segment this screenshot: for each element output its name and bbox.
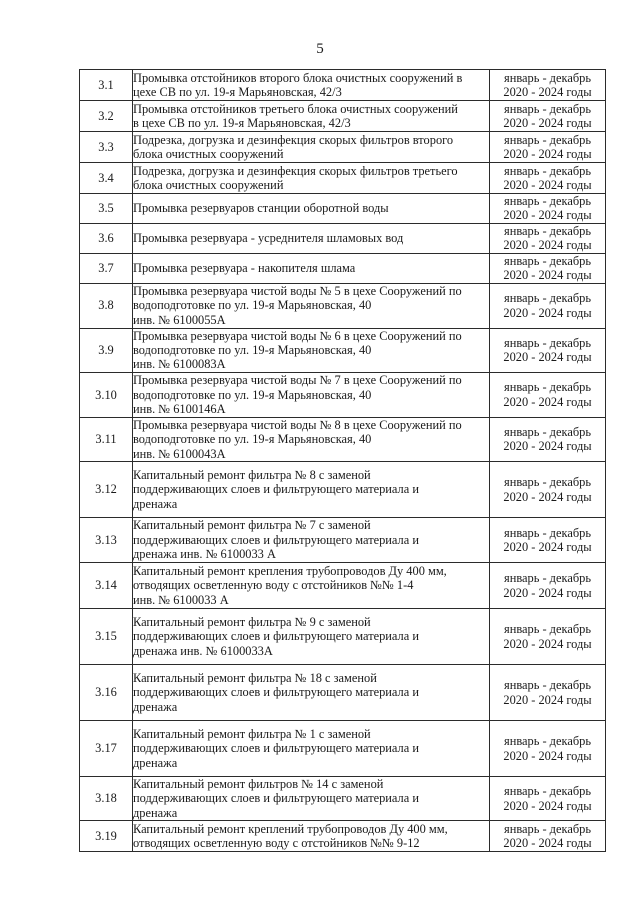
work-period [490,70,606,101]
item-number: 3.16 [80,665,133,721]
work-period [490,101,606,132]
work-period [490,563,606,609]
work-period [490,253,606,283]
description-line: дренажа инв. № 6100033А [133,643,273,658]
work-description [133,328,490,372]
period-months: январь - декабрь [504,70,591,85]
period-years: 2020 - 2024 годы [503,394,592,409]
period-months: январь - декабрь [504,678,591,693]
period-months: январь - декабрь [504,425,591,440]
period-months: январь - декабрь [504,734,591,749]
table-row [80,721,606,777]
description-line: инв. № 6100043А [133,446,226,461]
description-line: Промывка резервуара - накопителя шлама [133,260,356,275]
description-line: водоподготовке по ул. 19-я Марьяновская, 40 [133,432,372,447]
work-period [490,518,606,563]
work-period [490,462,606,518]
work-description [133,132,490,163]
description-line: Промывка резервуаров станции оборотной воды [133,201,389,216]
period-months: январь - декабрь [504,223,591,238]
work-period [490,665,606,721]
item-number: 3.10 [80,372,133,417]
item-number: 3.19 [80,821,133,852]
description-line: Промывка резервуара чистой воды № 5 в цехе Сооружений по [133,284,462,299]
description-line: поддерживающих слоев и фильтрующего материала и [133,791,419,806]
item-number: 3.15 [80,609,133,665]
description-line: Подрезка, догрузка и дезинфекция скорых фильтров третьего [133,163,458,178]
description-line: Капитальный ремонт крепления трубопроводов Ду 400 мм, [133,563,447,578]
description-line: Капитальный ремонт фильтра № 8 с заменой [133,467,371,482]
item-number: 3.5 [80,194,133,224]
item-number: 3.8 [80,283,133,328]
description-line: Промывка резервуара чистой воды № 6 в цехе Сооружений по [133,328,462,343]
table-row [80,518,606,563]
description-line: дренажа [133,805,178,820]
description-line: поддерживающих слоев и фильтрующего материала и [133,629,419,644]
period-months: январь - декабрь [504,101,591,116]
description-line: Промывка резервуара чистой воды № 8 в цехе Сооружений по [133,417,462,432]
work-period [490,777,606,821]
item-number: 3.3 [80,132,133,163]
table-row [80,253,606,283]
item-number: 3.4 [80,163,133,194]
table-row [80,821,606,852]
table-row [80,372,606,417]
description-line: водоподготовке по ул. 19-я Марьяновская, 40 [133,343,372,358]
work-period [490,223,606,253]
period-years: 2020 - 2024 годы [503,489,592,504]
period-years: 2020 - 2024 годы [503,208,592,223]
description-line: цехе СВ по ул. 19-я Марьяновская, 42/3 [133,85,342,99]
work-description [133,253,490,283]
description-line: Капитальный ремонт креплений трубопроводов Ду 400 мм, [133,821,448,836]
table-row [80,462,606,518]
item-number: 3.13 [80,518,133,563]
description-line: Капитальный ремонт фильтра № 9 с заменой [133,614,371,629]
work-period [490,283,606,328]
item-number: 3.18 [80,777,133,821]
work-description [133,163,490,194]
period-years: 2020 - 2024 годы [503,439,592,454]
description-line: водоподготовке по ул. 19-я Марьяновская, 40 [133,387,372,402]
table-row [80,563,606,609]
item-number: 3.12 [80,462,133,518]
description-line: дренажа [133,755,178,770]
item-number: 3.17 [80,721,133,777]
description-line: поддерживающих слоев и фильтрующего материала и [133,532,419,547]
description-line: Промывка отстойников второго блока очистных сооружений в [133,70,463,85]
work-plan-table [79,69,606,852]
description-line: отводящих осветленную воду с отстойников №№ 9-12 [133,836,420,851]
table-row [80,283,606,328]
work-period [490,821,606,852]
work-description [133,372,490,417]
period-years: 2020 - 2024 годы [503,238,592,253]
period-years: 2020 - 2024 годы [503,116,592,130]
description-line: Промывка резервуара - усреднителя шламовых вод [133,231,404,246]
period-months: январь - декабрь [504,525,591,540]
work-description [133,462,490,518]
period-years: 2020 - 2024 годы [503,540,592,555]
period-months: январь - декабрь [504,132,591,147]
period-months: январь - декабрь [504,163,591,178]
work-period [490,721,606,777]
description-line: Промывка отстойников третьего блока очистных сооружений [133,101,458,116]
period-months: январь - декабрь [504,380,591,395]
period-years: 2020 - 2024 годы [503,585,592,600]
description-line: блока очистных сооружений [133,147,284,161]
work-description [133,417,490,461]
description-line: дренажа [133,496,178,511]
work-description [133,721,490,777]
period-months: январь - декабрь [504,291,591,306]
page-number: 5 [316,41,324,57]
work-description [133,223,490,253]
period-years: 2020 - 2024 годы [503,85,592,99]
item-number: 3.9 [80,328,133,372]
table-row [80,101,606,132]
work-period [490,609,606,665]
period-years: 2020 - 2024 годы [503,147,592,161]
table-row [80,163,606,194]
period-years: 2020 - 2024 годы [503,748,592,763]
description-line: поддерживающих слоев и фильтрующего материала и [133,741,419,756]
period-years: 2020 - 2024 годы [503,692,592,707]
work-description [133,518,490,563]
table-row [80,328,606,372]
description-line: инв. № 6100033 А [133,592,229,607]
table-row [80,70,606,101]
item-number: 3.6 [80,223,133,253]
description-line: Капитальный ремонт фильтра № 7 с заменой [133,518,371,533]
item-number: 3.14 [80,563,133,609]
period-months: январь - декабрь [504,571,591,586]
period-years: 2020 - 2024 годы [503,350,592,365]
description-line: инв. № 6100083А [133,357,226,372]
description-line: блока очистных сооружений [133,178,284,192]
period-months: январь - декабрь [504,622,591,637]
work-description [133,101,490,132]
table-row [80,417,606,461]
work-description [133,609,490,665]
period-months: январь - декабрь [504,475,591,490]
table-row [80,777,606,821]
table-row [80,609,606,665]
work-period [490,194,606,224]
period-months: январь - декабрь [504,821,591,836]
description-line: поддерживающих слоев и фильтрующего материала и [133,482,419,497]
work-period [490,328,606,372]
work-period [490,132,606,163]
period-years: 2020 - 2024 годы [503,178,592,192]
period-years: 2020 - 2024 годы [503,268,592,283]
description-line: дренажа инв. № 6100033 А [133,547,276,562]
period-months: январь - декабрь [504,335,591,350]
work-description [133,821,490,852]
work-description [133,70,490,101]
period-months: январь - декабрь [504,784,591,799]
description-line: Промывка резервуара чистой воды № 7 в цехе Сооружений по [133,373,462,388]
table-row [80,665,606,721]
description-line: поддерживающих слоев и фильтрующего материала и [133,685,419,700]
work-description [133,777,490,821]
period-years: 2020 - 2024 годы [503,305,592,320]
description-line: инв. № 6100146А [133,402,226,417]
work-period [490,163,606,194]
period-months: январь - декабрь [504,253,591,268]
description-line: Подрезка, догрузка и дезинфекция скорых фильтров второго [133,132,454,147]
table-row [80,194,606,224]
description-line: Капитальный ремонт фильтра № 18 с заменой [133,670,377,685]
work-plan-table-body [80,70,606,852]
item-number: 3.7 [80,253,133,283]
work-description [133,283,490,328]
work-period [490,372,606,417]
description-line: Капитальный ремонт фильтра № 1 с заменой [133,726,371,741]
item-number: 3.2 [80,101,133,132]
period-years: 2020 - 2024 годы [503,798,592,813]
description-line: дренажа [133,699,178,714]
description-line: инв. № 6100055А [133,312,226,327]
description-line: Капитальный ремонт фильтров № 14 с заменой [133,777,384,792]
period-years: 2020 - 2024 годы [503,636,592,651]
work-period [490,417,606,461]
table-row [80,132,606,163]
item-number: 3.11 [80,417,133,461]
description-line: водоподготовке по ул. 19-я Марьяновская, 40 [133,298,372,313]
work-description [133,665,490,721]
item-number: 3.1 [80,70,133,101]
work-description [133,194,490,224]
description-line: отводящих осветленную воду с отстойников №№ 1-4 [133,578,414,593]
work-description [133,563,490,609]
period-years: 2020 - 2024 годы [503,836,592,851]
description-line: в цехе СВ по ул. 19-я Марьяновская, 42/3 [133,116,351,130]
table-row [80,223,606,253]
period-months: январь - декабрь [504,194,591,208]
